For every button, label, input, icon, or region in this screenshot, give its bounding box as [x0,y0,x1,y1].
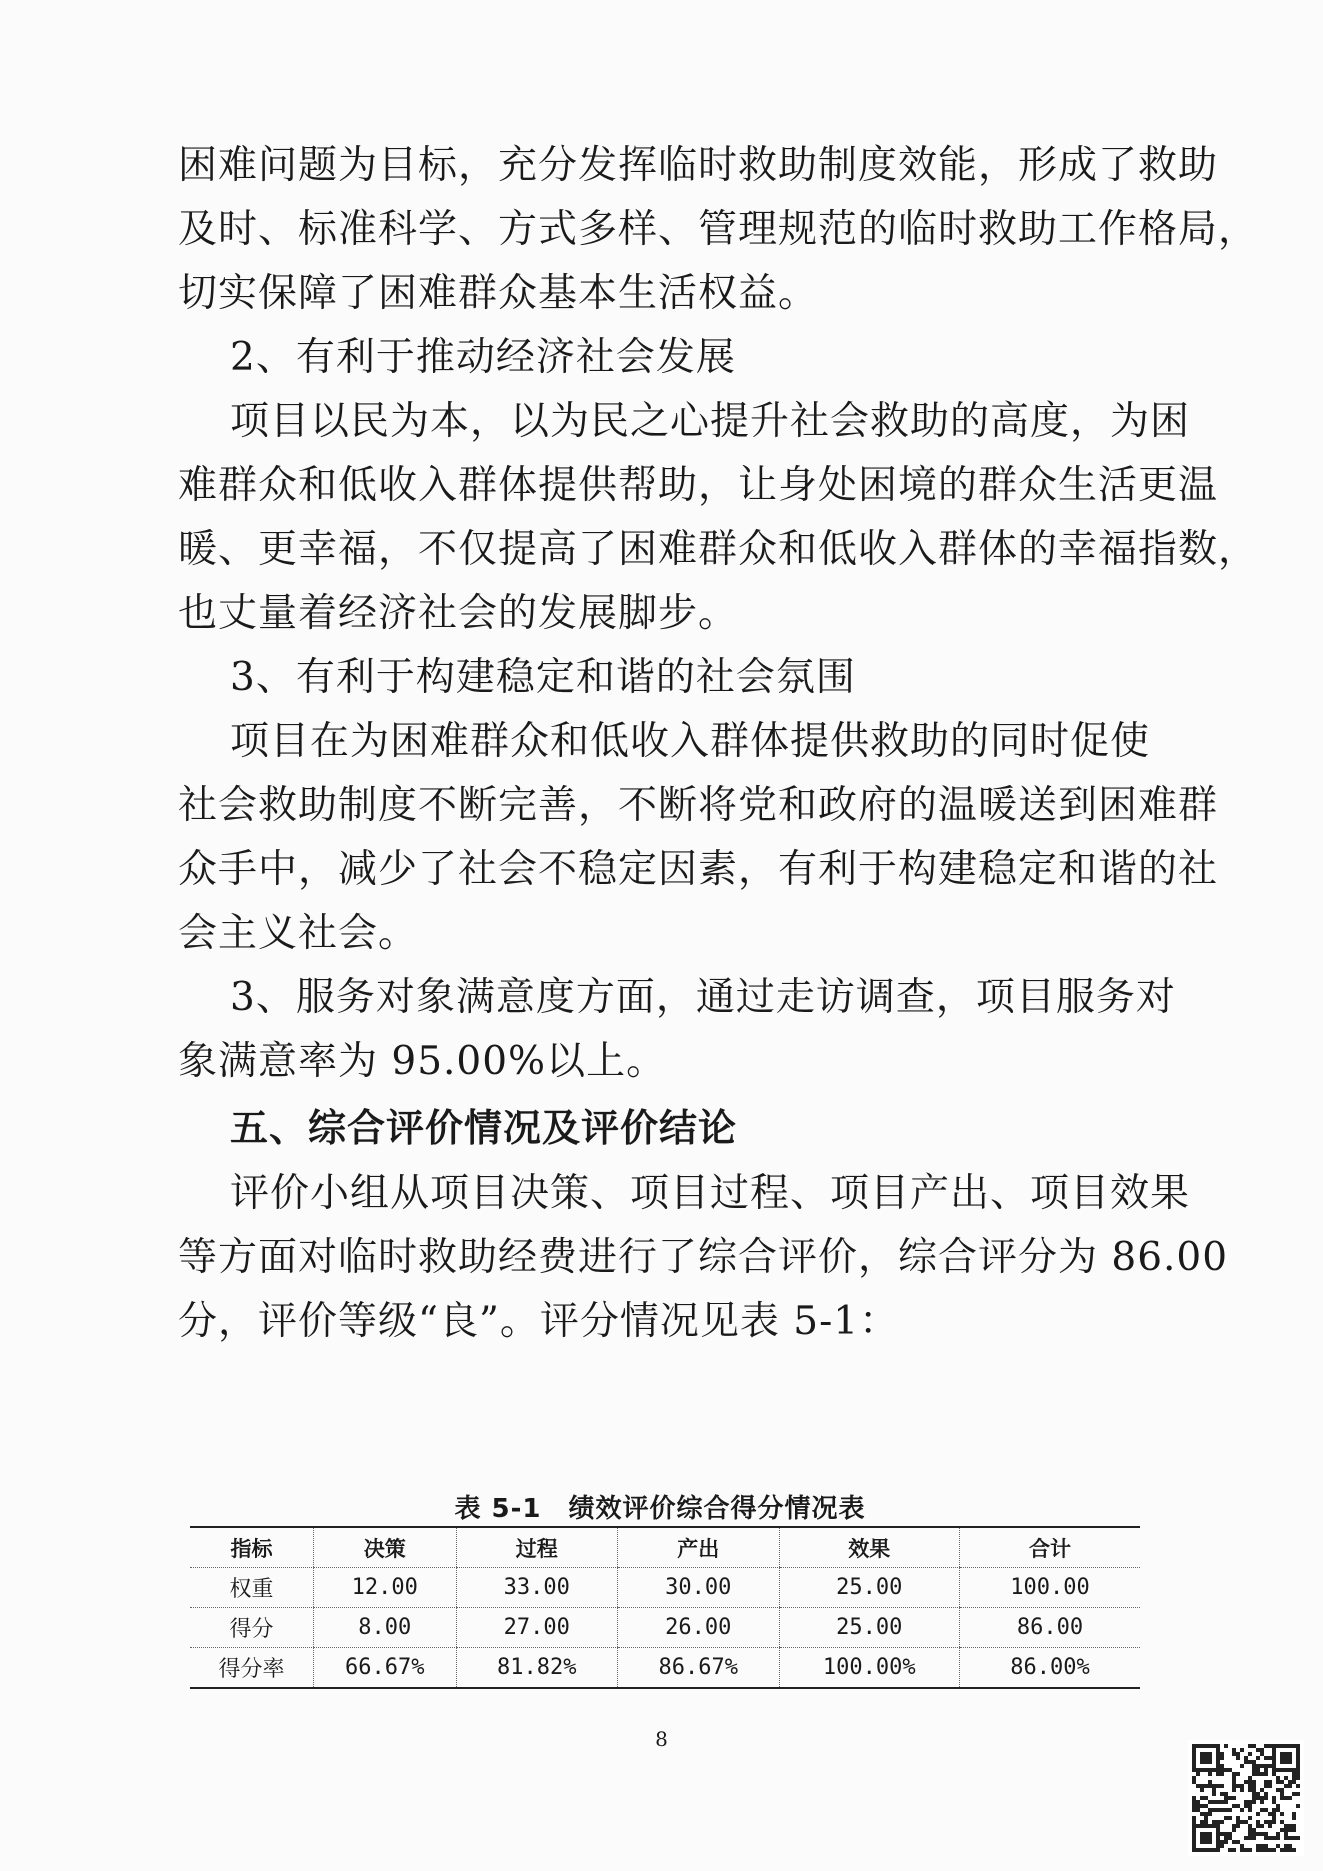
row-label: 得分 [190,1608,314,1648]
table-cell: 81.82% [456,1648,618,1689]
qr-code-icon [1188,1740,1304,1856]
header-cell: 效果 [779,1527,960,1568]
paragraph-line [0,270,1323,318]
text: 五、综合评价情况及评价结论 [230,1106,738,1150]
text: 等方面对临时救助经费进行了综合评价，综合评分为 86.00 [178,1235,1229,1280]
table-caption: 表 5-1 绩效评价综合得分情况表 [454,1494,866,1524]
table-row [190,1608,1140,1648]
table-cell: 26.00 [618,1608,780,1648]
score-table [190,1526,1140,1689]
text: 也丈量着经济社会的发展脚步。 [178,591,739,636]
table-cell: 25.00 [779,1608,960,1648]
text: 切实保障了困难群众基本生活权益。 [178,271,819,316]
text: 象满意率为 95.00%以上。 [178,1039,667,1084]
table-cell: 25.00 [779,1568,960,1608]
table-cell: 8.00 [314,1608,457,1648]
table-row [190,1648,1140,1689]
header-cell: 产出 [618,1527,780,1568]
table-cell: 30.00 [618,1568,780,1608]
text: 难群众和低收入群体提供帮助，让身处困境的群众生活更温 [178,463,1219,508]
paragraph-line [0,718,1323,766]
header-cell: 合计 [960,1527,1141,1568]
text: 3、有利于构建稳定和谐的社会氛围 [230,655,856,700]
header-cell: 指标 [190,1527,314,1568]
paragraph-line [0,1038,1323,1086]
text: 众手中，减少了社会不稳定因素，有利于构建稳定和谐的社 [178,847,1219,892]
text: 分，评价等级“良”。评分情况见表 5-1： [178,1299,900,1344]
row-label: 权重 [190,1568,314,1608]
paragraph-line [0,1234,1323,1282]
table-cell: 12.00 [314,1568,457,1608]
text: 及时、标准科学、方式多样、管理规范的临时救助工作格局， [178,207,1259,252]
table-cell: 86.67% [618,1648,780,1689]
text: 项目在为困难群众和低收入群体提供救助的同时促使 [230,719,1151,764]
paragraph-line [0,206,1323,254]
paragraph-line [0,142,1323,190]
table-cell: 33.00 [456,1568,618,1608]
subheading [0,334,1323,382]
text: 项目以民为本，以为民之心提升社会救助的高度，为困 [230,399,1191,444]
table-cell: 100.00 [960,1568,1141,1608]
paragraph-line [0,590,1323,638]
paragraph-line [0,398,1323,446]
paragraph-line [0,846,1323,894]
row-label: 得分率 [190,1648,314,1689]
section-heading [0,1104,1323,1152]
table-cell: 27.00 [456,1608,618,1648]
page-number: 8 [655,1727,668,1751]
header-cell: 决策 [314,1527,457,1568]
paragraph-line [0,974,1323,1022]
text: 会主义社会。 [178,911,419,956]
paragraph-line [0,1298,1323,1346]
text: 社会救助制度不断完善，不断将党和政府的温暖送到困难群 [178,783,1219,828]
text: 3、服务对象满意度方面，通过走访调查，项目服务对 [230,975,1176,1020]
text: 2、有利于推动经济社会发展 [230,335,736,380]
paragraph-line [0,782,1323,830]
table-cell: 86.00% [960,1648,1141,1689]
paragraph-line [0,526,1323,574]
table-cell: 100.00% [779,1648,960,1689]
paragraph-line [0,1170,1323,1218]
paragraph-line [0,910,1323,958]
text: 困难问题为目标，充分发挥临时救助制度效能，形成了救助 [178,143,1219,188]
subheading [0,654,1323,702]
text: 评价小组从项目决策、项目过程、项目产出、项目效果 [230,1171,1191,1216]
table-cell: 66.67% [314,1648,457,1689]
table-cell: 86.00 [960,1608,1141,1648]
table-header-row [190,1527,1140,1568]
header-cell: 过程 [456,1527,618,1568]
paragraph-line [0,462,1323,510]
table-row [190,1568,1140,1608]
text: 暖、更幸福，不仅提高了困难群众和低收入群体的幸福指数， [178,527,1259,572]
